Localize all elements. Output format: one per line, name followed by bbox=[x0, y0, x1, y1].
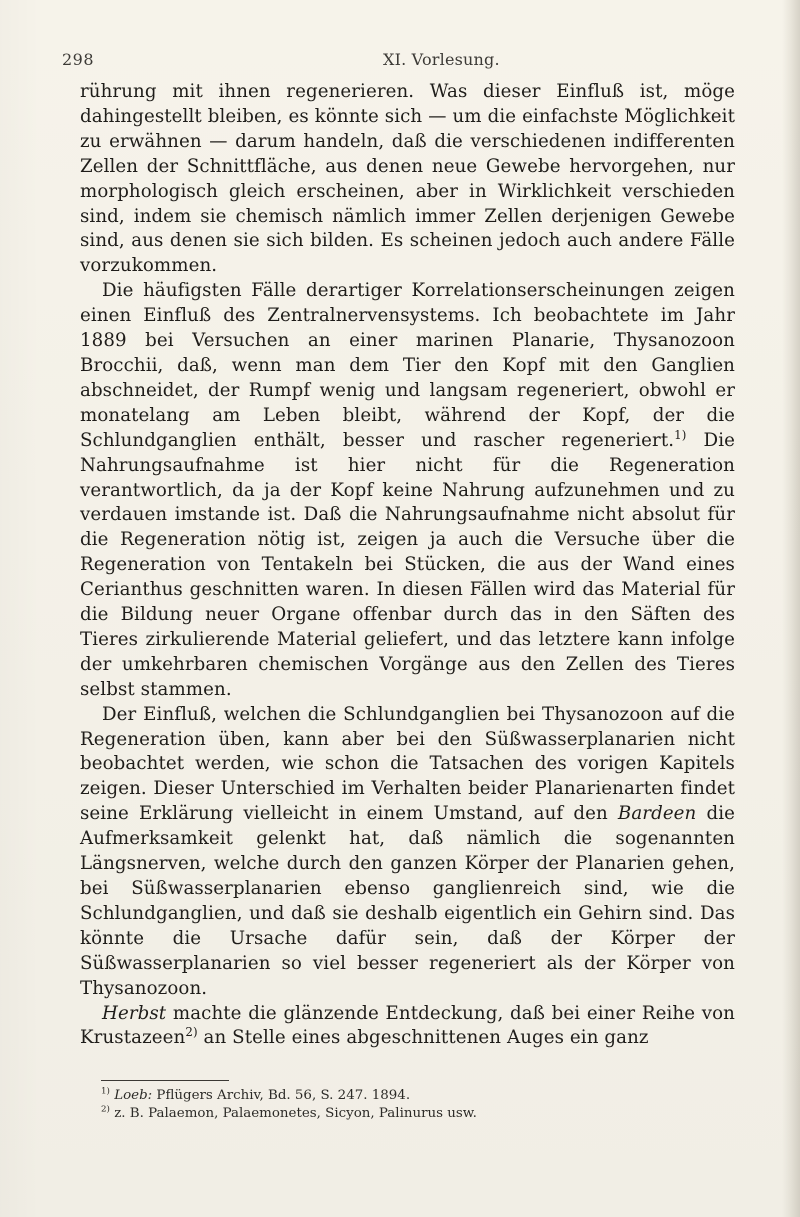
chapter-title: XI. Vorlesung. bbox=[383, 50, 500, 69]
paragraph-2-text-after-note: Die Nahrungsaufnahme ist hier nicht für die Regeneration verantwortlich, da ja der Kopf keine Nahrung aufzunehmen und zu verdauen imstande ist. Daß die Nahrungsaufnahme nicht absolut für die Regeneration nötig ist, zeigen ja auch die Versuche über die Regeneration von Tentakeln bei Stücken, die aus der Wand eines Cerianthus geschnitten waren. In diesen Fällen wird das Material für die Bildung neuer Organe offenbar durch das in den Säften des Tieres zirkulierende Material geliefert, und das letztere kann infolge der umkehrbaren chemischen Vorgänge aus den Zellen des Tieres selbst stammen. bbox=[80, 429, 735, 700]
footnote-1 bbox=[101, 1087, 731, 1105]
footnote-2-text: z. B. Palaemon, Palaemonetes, Sicyon, Palinurus usw. bbox=[109, 1105, 477, 1121]
paragraph-3-text-before-name: Der Einfluß, welchen die Schlundganglien bei Thysanozoon auf die Regeneration üben, kann aber bei den Süßwasserplanarien nicht beobachtet werden, wie schon die Tatsachen des vorigen Kapitels zeigen. Dieser Unterschied im Verhalten beider Planarienarten findet seine Erklärung vielleicht in einem Umstand, auf den bbox=[80, 703, 735, 825]
page-edge-shadow bbox=[782, 0, 800, 1217]
paragraph-3 bbox=[80, 703, 735, 1002]
paragraph-4 bbox=[80, 1002, 735, 1052]
footnote-1-marker: 1) bbox=[101, 1086, 110, 1097]
paragraph-4-text-after-note: an Stelle eines abgeschnittenen Auges ein ganz bbox=[197, 1027, 649, 1049]
running-head bbox=[0, 48, 800, 72]
footnote-2 bbox=[101, 1105, 731, 1123]
paragraph-2 bbox=[80, 279, 735, 702]
footnote-reference-1: 1) bbox=[674, 427, 687, 442]
footnote-1-text: Pflügers Archiv, Bd. 56, S. 247. 1894. bbox=[152, 1088, 411, 1103]
paragraph-4-text-before-note: machte die glänzende Entdeckung, daß bei einer Reihe von Krustazeen bbox=[80, 1002, 735, 1049]
footnotes bbox=[101, 1087, 731, 1122]
footnote-1-author: Loeb: bbox=[114, 1088, 153, 1103]
footnote-rule bbox=[101, 1080, 229, 1081]
page-number: 298 bbox=[62, 50, 95, 69]
footnote-2-marker: 2) bbox=[101, 1104, 110, 1115]
author-name-herbst: Herbst bbox=[102, 1002, 167, 1024]
main-text bbox=[80, 80, 735, 1051]
paragraph-3-text-after-name: die Aufmerksamkeit gelenkt hat, daß nämlich die sogenannten Längsnerven, welche durch den ganzen Körper der Planarien gehen, bei Süßwasserplanarien ebenso ganglienreich sind, wie die Schlundganglien, und daß sie deshalb eigentlich ein Gehirn sind. Das könnte die Ursache dafür sein, daß der Körper der Süßwasserplanarien so viel besser regeneriert als der Körper von Thysanozoon. bbox=[80, 803, 736, 999]
paragraph-1: rührung mit ihnen regenerieren. Was dieser Einfluß ist, möge dahingestellt bleiben, es könnte sich — um die einfachste Möglichkeit zu erwähnen — darum handeln, daß die verschiedenen indifferenten Zellen der Schnittfläche, aus denen neue Gewebe hervorgehen, nur morphologisch gleich erscheinen, aber in Wirklichkeit verschieden sind, indem sie chemisch nämlich immer Zellen derjenigen Gewebe sind, aus denen sie sich bilden. Es scheinen jedoch auch andere Fälle vorzukommen. bbox=[80, 81, 735, 277]
footnote-reference-2: 2) bbox=[185, 1025, 198, 1040]
paragraph-2-text-before-note: Die häufigsten Fälle derartiger Korrelationserscheinungen zeigen einen Einfluß des Zentralnervensystems. Ich beobachtete im Jahr 1889 bei Versuchen an einer marinen Planarie, Thysanozoon Brocchii, daß, wenn man dem Tier den Kopf mit den Ganglien abschneidet, der Rumpf wenig und langsam regeneriert, obwohl er monatelang am Leben bleibt, während der Kopf, der die Schlundganglien enthält, besser und rascher regeneriert. bbox=[80, 280, 735, 451]
author-name-bardeen: Bardeen bbox=[617, 803, 697, 825]
